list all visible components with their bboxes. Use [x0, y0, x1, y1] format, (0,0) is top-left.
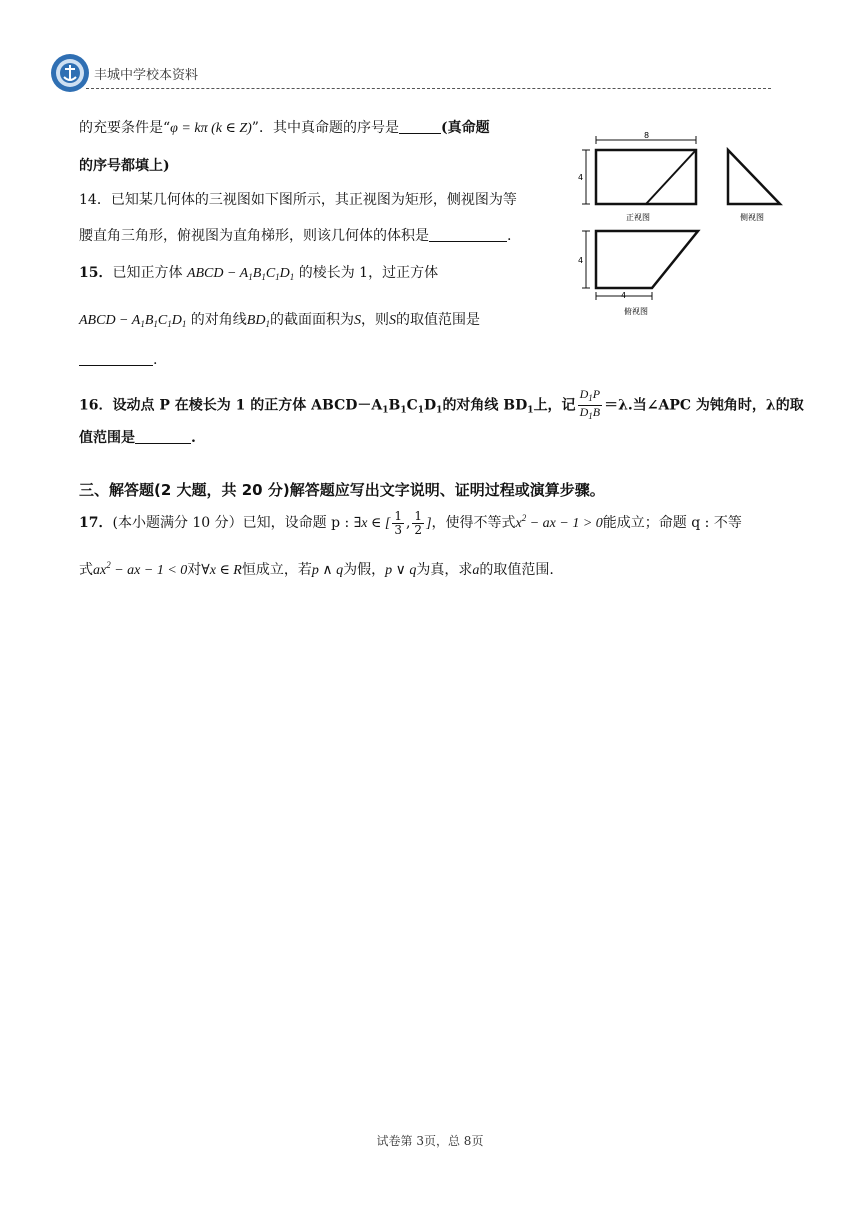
section-3-title: 三、解答题(2 大题，共 20 分)解答题应写出文字说明、证明过程或演算步骤。	[79, 481, 605, 499]
three-view-figure	[568, 128, 788, 323]
top-view	[578, 231, 698, 316]
front-view	[578, 131, 696, 222]
school-logo	[50, 53, 90, 93]
page-footer: 试卷第 3页，总 8页	[376, 1134, 484, 1148]
header-divider	[86, 88, 771, 89]
school-name: 丰城中学校本资料	[94, 68, 199, 83]
top-view-label: 俯视图	[624, 307, 648, 316]
q15-line2: ABCD − $A_1B_1C_1D_1$ 的对角线$BD_1$的截面面积为S，则S的取值范围是	[79, 312, 480, 329]
q15-answer-blank: .	[79, 350, 157, 370]
q14-line1: 14．已知某几何体的三视图如下图所示，其正视图为矩形，侧视图为等	[79, 192, 517, 208]
dim-left: 4	[578, 256, 584, 265]
q14-line2: 腰直角三角形，俯视图为直角梯形，则该几何体的体积是 .	[79, 228, 512, 244]
q17-line1: 17．(本小题满分 10 分）已知，设命题 p : ∃x ∈ [ $\frac{1}{3}$ , $\frac{1}{2}$ ]，使得不等式$x^2$ − ax − 1 > 0能成立；命题 q : 不等	[79, 508, 742, 537]
front-view-label: 正视图	[626, 213, 650, 222]
dim-bottom: 4	[621, 291, 627, 300]
dim-top: 8	[644, 131, 650, 140]
q17-line2: 式$ax^2$ − ax − 1 < 0对∀x ∈ R恒成立，若p ∧ q为假，p ∨ q为真，求a的取值范围.	[79, 560, 554, 578]
dim-side: 4	[578, 173, 584, 182]
q13-line1: 的充要条件是“φ = kπ (k ∈ Z)”．其中真命题的序号是 (真命题	[79, 120, 490, 136]
q13-line2: 的序号都填上)	[79, 158, 170, 174]
q16-line2: 值范围是 .	[79, 430, 196, 446]
q15-line1: 15．已知正方体 ABCD − $A_1B_1C_1D_1$ 的棱长为 1，过正方体	[79, 265, 439, 282]
q16-line1: 16．设动点 P 在棱长为 1 的正方体 $ABCD-A_1B_1C_1D_1$的对角线 $BD_1$上，记 $\frac{D_1P}{D_1B}$ ＝λ.当∠APC 为钝角时，λ的取	[79, 387, 804, 421]
side-view-label: 侧视图	[740, 213, 764, 222]
side-view	[728, 150, 780, 222]
